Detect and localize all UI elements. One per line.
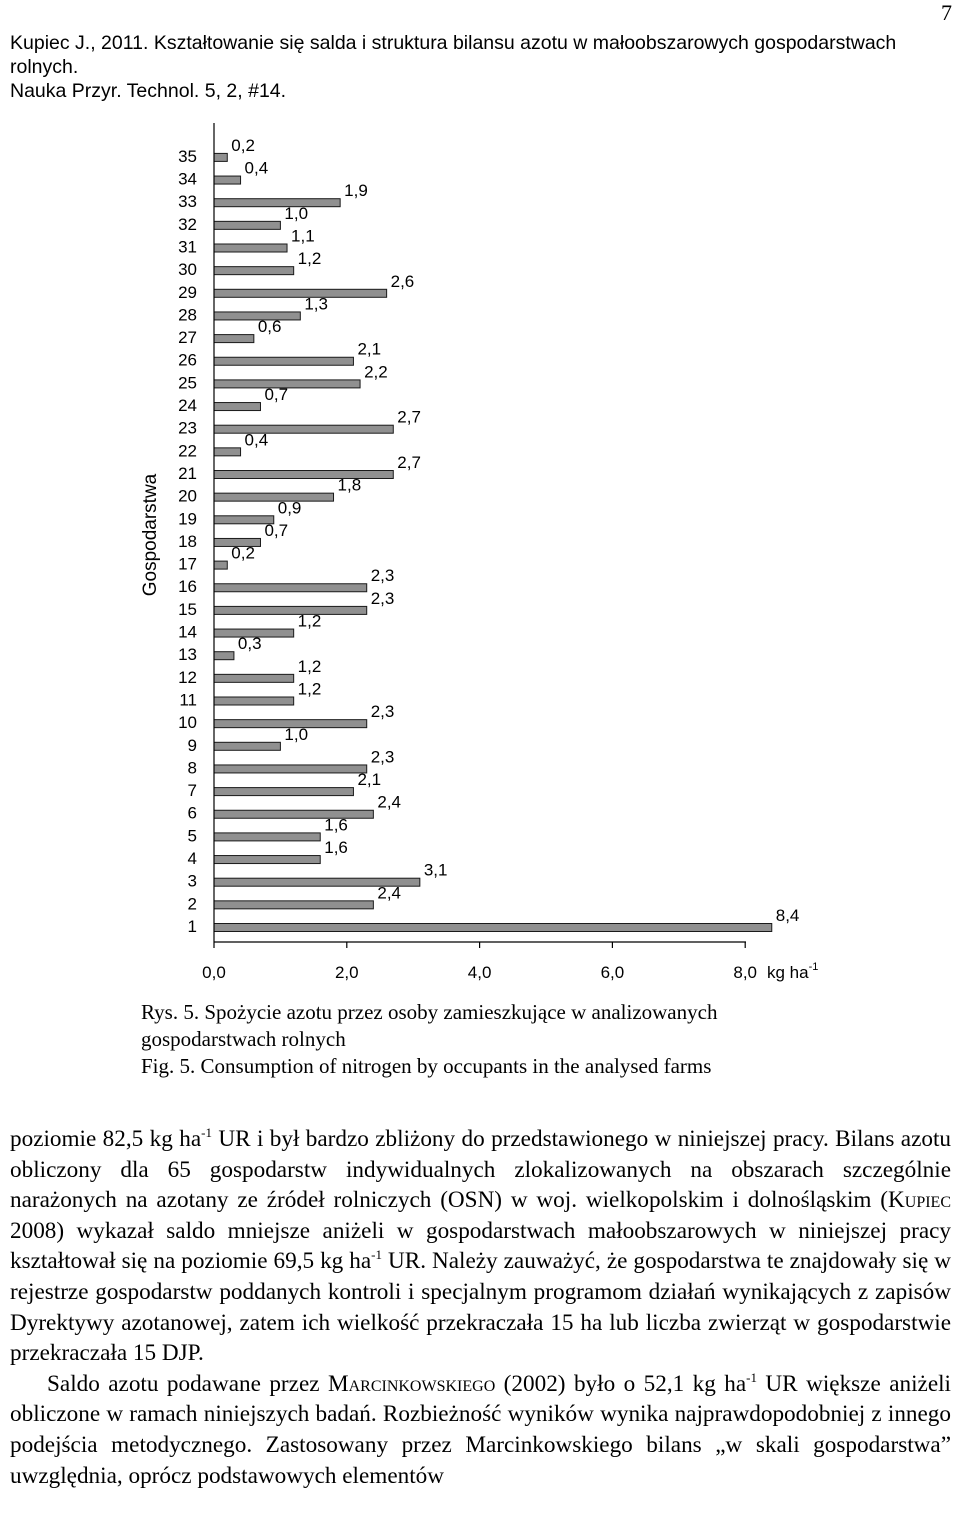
bar: [214, 267, 294, 275]
data-label: 0,2: [231, 135, 255, 155]
x-tick-label: 2,0: [334, 963, 359, 982]
category-label: 2: [187, 894, 197, 914]
data-label: 1,6: [324, 838, 348, 858]
bar: [214, 199, 340, 207]
category-label: 10: [178, 713, 197, 733]
data-label: 1,6: [324, 815, 348, 835]
bar: [214, 357, 353, 365]
bar: [214, 674, 294, 682]
category-label: 15: [178, 599, 197, 619]
category-label: 16: [178, 577, 197, 597]
body-text: [10, 1124, 951, 1491]
x-tick-label: 6,0: [600, 963, 625, 982]
caption-pl-line-2: gospodarstwach rolnych: [141, 1027, 346, 1051]
data-label: 2,1: [357, 339, 382, 359]
data-label: 0,4: [244, 158, 269, 178]
data-label: 1,9: [344, 181, 368, 201]
data-label: 0,3: [237, 634, 262, 654]
bar: [214, 833, 320, 841]
bar: [214, 924, 772, 932]
category-label: 14: [178, 622, 197, 642]
paragraph-2: Saldo azotu podawane przez Marcinkowskiego (2002) było o 52,1 kg $ha^{-1}$ UR większe aniżeli obliczone w ramach niniejszych badań. Rozbieżność wyników wynika najprawdopodobniej z innego podejścia metodycznego. Zastosowany przez Marcinkowskiego bilans „w skali gospodarstwa” uwzględnia, oprócz podstawowych elementów: [10, 1369, 951, 1489]
data-label: 1,0: [284, 203, 309, 223]
data-label: 1,0: [284, 724, 309, 744]
bar: [214, 153, 227, 161]
value-labels: [231, 136, 799, 925]
category-label: 8: [187, 758, 197, 778]
category-label: 9: [187, 735, 197, 755]
data-label: 2,7: [397, 452, 421, 472]
bar: [214, 742, 280, 750]
data-label: 2,1: [357, 770, 382, 790]
data-label: 3,1: [423, 860, 448, 880]
bar: [214, 335, 254, 343]
category-label: 23: [178, 418, 197, 438]
figure-captions: [141, 999, 841, 1080]
data-label: 1,2: [297, 656, 322, 676]
category-label: 25: [178, 373, 197, 393]
author-citation: Marcinkowskiego: [327, 1370, 496, 1397]
category-label: 26: [178, 350, 197, 370]
data-label: 2,3: [370, 566, 395, 586]
y-axis-title: Gospodarstwa: [140, 473, 162, 597]
bar: [214, 765, 367, 773]
data-label: 1,8: [337, 475, 362, 495]
category-label: 28: [178, 305, 197, 325]
category-label: 33: [178, 192, 197, 212]
category-label: 13: [178, 645, 197, 665]
data-label: 2,3: [370, 588, 395, 608]
category-label: 7: [187, 781, 197, 801]
data-label: 2,3: [370, 747, 395, 767]
citation-line-1: Kupiec J., 2011. Kształtowanie się salda i struktura bilansu azotu w małoobszarowych gospodarstwach rolnych.: [10, 32, 897, 78]
caption-en: Fig. 5. Consumption of nitrogen by occupants in the analysed farms: [141, 1054, 712, 1078]
bar: [214, 901, 373, 909]
category-label: 31: [178, 237, 197, 257]
data-label: 1,2: [297, 679, 322, 699]
category-label: 34: [178, 169, 197, 189]
category-label: 32: [178, 214, 197, 234]
bar: [214, 606, 367, 614]
category-label: 27: [178, 328, 197, 348]
data-label: 2,2: [364, 362, 388, 382]
bar: [214, 403, 260, 411]
bar: [214, 561, 227, 569]
data-label: 1,3: [304, 294, 328, 314]
category-label: 18: [178, 531, 197, 551]
bar: [214, 289, 387, 297]
category-label: 12: [178, 667, 197, 687]
category-label: 20: [178, 486, 197, 506]
bar: [214, 697, 294, 705]
x-ticks: [202, 942, 757, 982]
bar: [214, 584, 367, 592]
data-label: 8,4: [775, 905, 800, 925]
category-label: 5: [187, 826, 197, 846]
data-label: 0,7: [264, 520, 289, 540]
citation-header: [10, 31, 940, 103]
data-label: 0,7: [264, 385, 289, 405]
bar: [214, 448, 241, 456]
data-label: 2,4: [377, 883, 402, 903]
data-label: 1,2: [297, 611, 322, 631]
bar: [214, 425, 393, 433]
x-tick-label: 8,0: [733, 963, 758, 982]
citation-line-2: Nauka Przyr. Technol. 5, 2, #14.: [10, 80, 287, 102]
category-labels: [178, 147, 197, 936]
category-label: 11: [179, 690, 197, 710]
category-label: 30: [178, 260, 197, 280]
data-label: 2,6: [390, 271, 415, 291]
bar: [214, 221, 280, 229]
category-label: 29: [178, 282, 197, 302]
category-label: 24: [178, 396, 197, 416]
author-citation: Kupiec: [888, 1187, 951, 1214]
data-label: 2,4: [377, 792, 402, 812]
page-number: 7: [941, 0, 952, 25]
bar: [214, 176, 241, 184]
data-label: 0,6: [257, 317, 282, 337]
x-tick-label: 4,0: [467, 963, 492, 982]
category-label: 6: [187, 803, 197, 823]
data-label: 0,4: [244, 430, 269, 450]
bar: [214, 856, 320, 864]
category-label: 22: [178, 441, 197, 461]
x-tick-label: 0,0: [202, 963, 226, 982]
bar: [214, 652, 234, 660]
bar: [214, 244, 287, 252]
x-unit-label: kg $ha^{-1}$: [767, 961, 819, 982]
data-label: 1,2: [297, 249, 322, 269]
bar: [214, 810, 373, 818]
data-label: 0,9: [277, 498, 302, 518]
nitrogen-consumption-chart: [0, 115, 960, 990]
category-label: 21: [178, 463, 197, 483]
bar: [214, 493, 334, 501]
data-label: 0,2: [231, 543, 255, 563]
paragraph-1: poziomie 82,5 kg $ha^{-1}$ UR i był bardzo zbliżony do przedstawionego w niniejszej pracy. Bilans azotu obliczony dla 65 gospodarstw indywidualnych zlokalizowanych na obszarach szczególnie narażonych na azotany ze źródeł rolniczych (OSN) w woj. wielkopolskim i dolnośląskim (Kupiec 2008) wykazał saldo mniejsze aniżeli w gospodarstwach małoobszarowych w niniejszej pracy kształtował się na poziomie 69,5 kg $ha^{-1}$ UR. Należy zauważyć, że gospodarstwa te znajdowały się w rejestrze gospodarstw poddanych kontroli i specjalnym programom działań wynikających z zapisów Dyrektywy azotanowej, zatem ich wielkość przekraczała 15 ha lub liczba zwierząt w gospodarstwie przekraczała 15 DJP.: [10, 1125, 952, 1367]
category-label: 19: [178, 509, 197, 529]
category-label: 35: [178, 146, 197, 166]
data-label: 2,3: [370, 702, 395, 722]
bars: [214, 153, 772, 931]
bar: [214, 788, 353, 796]
category-label: 17: [178, 554, 197, 574]
data-label: 1,1: [291, 226, 315, 246]
category-label: 4: [187, 849, 197, 869]
caption-pl-line-1: Rys. 5. Spożycie azotu przez osoby zamieszkujące w analizowanych: [141, 1000, 718, 1024]
category-label: 1: [187, 916, 197, 936]
category-label: 3: [187, 871, 197, 891]
bar: [214, 471, 393, 479]
data-label: 2,7: [397, 407, 421, 427]
